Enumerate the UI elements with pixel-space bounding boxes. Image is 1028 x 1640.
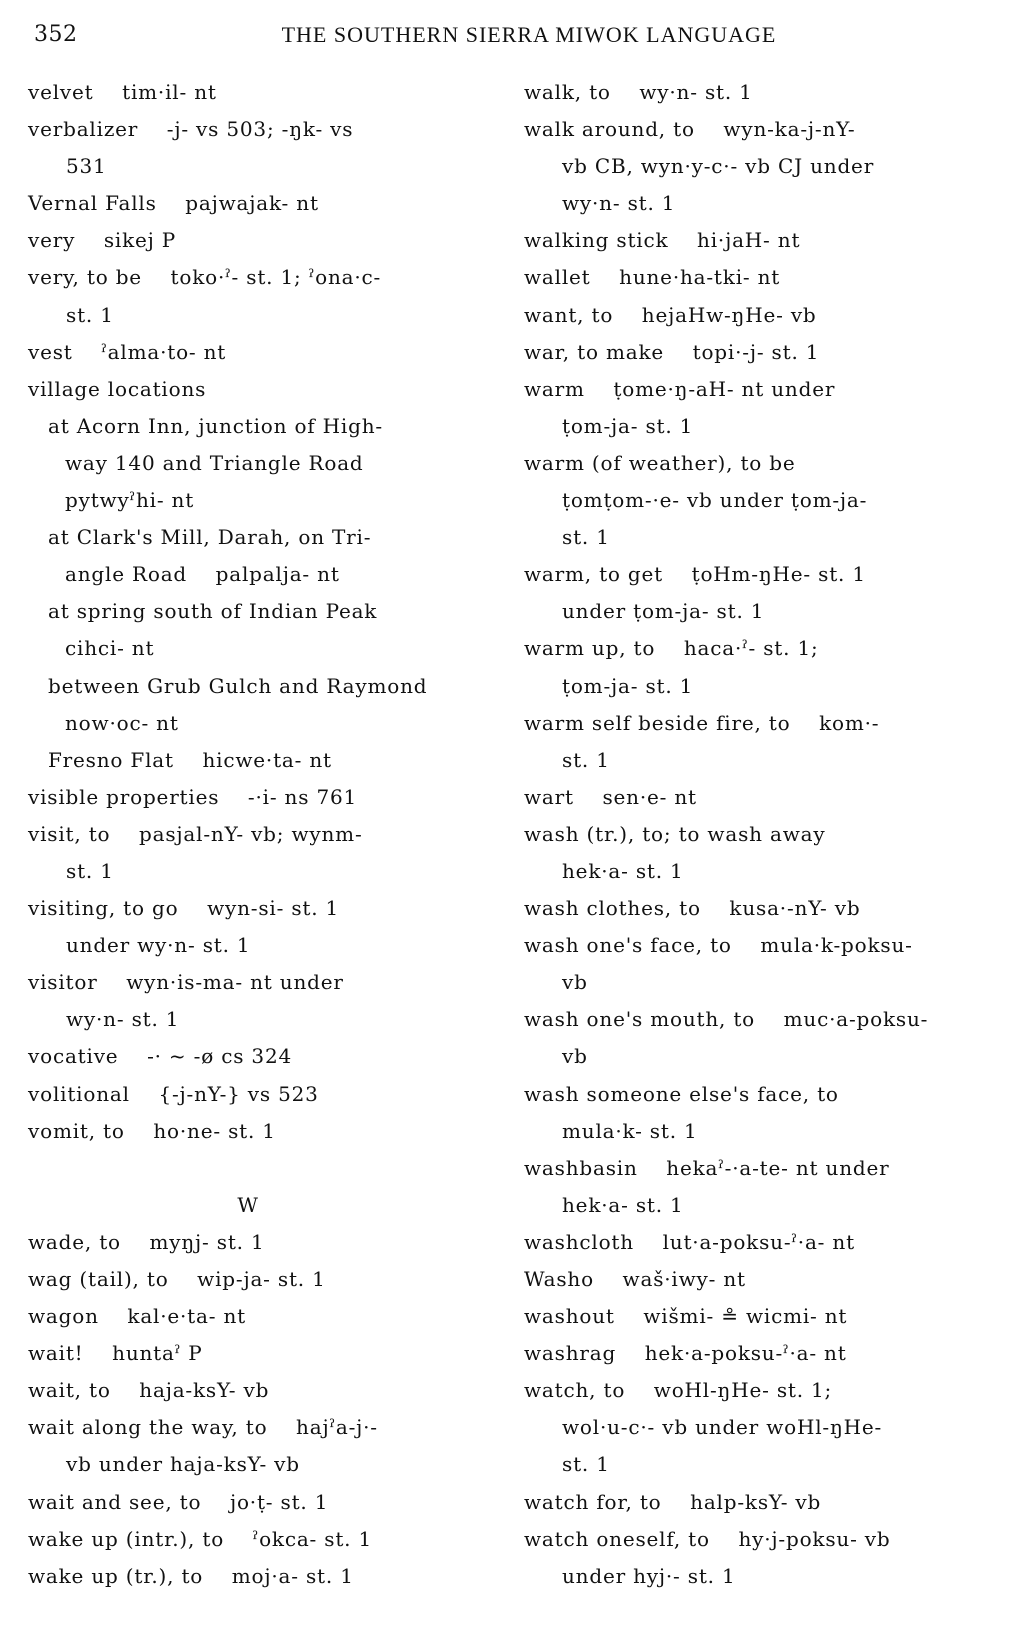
glossary-entry: wash one's face, to mula·k-poksu-: [524, 933, 913, 958]
glossary-entry: washrag hek·a-poksu-ˀ·a- nt: [524, 1341, 847, 1366]
glossary-entry: washout wišmi- ≗ wicmi- nt: [524, 1304, 848, 1329]
glossary-entry: wash (tr.), to; to wash away: [524, 821, 826, 846]
glossary-entry-continuation: wol·u-c·- vb under woHl-ŋHe-: [562, 1415, 883, 1440]
glossary-entry-continuation: st. 1: [562, 525, 610, 550]
glossary-entry-continuation: wy·n- st. 1: [562, 191, 676, 216]
glossary-entry-continuation: pytwyˀhi- nt: [65, 488, 195, 513]
glossary-entry: wait, to haja-ksY- vb: [28, 1378, 270, 1403]
glossary-entry: wait! huntaˀ P: [28, 1341, 203, 1366]
glossary-entry: wash one's mouth, to muc·a-poksu-: [524, 1007, 929, 1032]
glossary-entry: verbalizer -j- vs 503; -ŋk- vs: [28, 117, 354, 142]
glossary-entry: visiting, to go wyn-si- st. 1: [28, 896, 340, 921]
glossary-entry: volitional {-j-nY-} vs 523: [28, 1081, 319, 1106]
glossary-entry: vomit, to ho·ne- st. 1: [28, 1118, 276, 1143]
glossary-entry-continuation: now·oc- nt: [65, 710, 179, 735]
glossary-entry: Washo waš·iwy- nt: [524, 1267, 746, 1291]
glossary-entry-continuation: under hyj·- st. 1: [562, 1563, 736, 1588]
glossary-entry: visit, to pasjal-nY- vb; wynm-: [28, 821, 363, 846]
glossary-entry: very, to be toko·ˀ- st. 1; ˀona·c-: [28, 265, 382, 290]
glossary-entry: washbasin hekaˀ-·a-te- nt under: [524, 1155, 890, 1180]
glossary-entry: velvet tim·il- nt: [28, 80, 217, 104]
glossary-entry: village locations: [28, 376, 207, 401]
glossary-entry-continuation: angle Road palpalja- nt: [65, 562, 340, 587]
glossary-entry: walking stick hi·jaH- nt: [524, 228, 801, 253]
glossary-entry-continuation: st. 1: [66, 858, 114, 883]
glossary-entry: vest ˀalma·to- nt: [28, 339, 227, 364]
glossary-entry-continuation: vb: [562, 970, 588, 995]
glossary-entry: wart sen·e- nt: [524, 784, 697, 809]
glossary-entry: warm self beside fire, to kom·-: [524, 710, 880, 735]
glossary-entry-continuation: st. 1: [66, 302, 114, 327]
blank-line: [28, 1150, 498, 1187]
glossary-entry: watch, to woHl-ŋHe- st. 1;: [524, 1378, 833, 1403]
glossary-entry: watch oneself, to hy·j-poksu- vb: [524, 1526, 891, 1551]
glossary-entry: warm up, to haca·ˀ- st. 1;: [524, 636, 819, 661]
glossary-entry: wash clothes, to kusa·-nY- vb: [524, 896, 861, 921]
glossary-entry-continuation: cihci- nt: [65, 636, 155, 661]
glossary-entry-continuation: under ṭom-ja- st. 1: [562, 599, 765, 624]
glossary-entry-continuation: hek·a- st. 1: [562, 1192, 684, 1217]
glossary-entry-continuation: vb under haja-ksY- vb: [66, 1452, 300, 1477]
glossary-entry-continuation: 531: [66, 154, 107, 179]
glossary-entry: visible properties -·i- ns 761: [28, 784, 358, 809]
glossary-entry-continuation: at Clark's Mill, Darah, on Tri-: [48, 525, 372, 550]
glossary-entry: want, to hejaHw-ŋHe- vb: [524, 302, 817, 327]
glossary-entry: wallet hune·ha-tki- nt: [524, 265, 781, 290]
glossary-entry-continuation: under wy·n- st. 1: [66, 933, 251, 958]
glossary-entry-continuation: vb CB, wyn·y-c·- vb CJ under: [562, 154, 875, 179]
glossary-entry: walk, to wy·n- st. 1: [524, 80, 753, 104]
glossary-entry-continuation: at spring south of Indian Peak: [48, 599, 378, 624]
glossary-entry-continuation: wy·n- st. 1: [66, 1007, 180, 1032]
glossary-entry: vocative -· ~ -ø cs 324: [28, 1044, 293, 1069]
glossary-entry-continuation: st. 1: [562, 1452, 610, 1477]
section-letter-heading: W: [237, 1192, 259, 1217]
glossary-entry: wait along the way, to hajˀa-j·-: [28, 1415, 378, 1440]
glossary-entry-continuation: ṭom-ja- st. 1: [562, 413, 694, 438]
glossary-entry: washcloth lut·a-poksu-ˀ·a- nt: [524, 1229, 855, 1254]
glossary-entry: warm, to get ṭoHm-ŋHe- st. 1: [524, 562, 866, 587]
glossary-entry: Vernal Falls pajwajak- nt: [28, 191, 319, 216]
running-title: THE SOUTHERN SIERRA MIWOK LANGUAGE: [281, 22, 777, 47]
glossary-entry: warm (of weather), to be: [524, 450, 796, 475]
glossary-entry-continuation: between Grub Gulch and Raymond: [48, 673, 428, 698]
glossary-entry: wake up (intr.), to ˀokca- st. 1: [28, 1526, 373, 1551]
glossary-entry-continuation: ṭom-ja- st. 1: [562, 673, 694, 698]
glossary-entry-continuation: at Acorn Inn, junction of High-: [48, 413, 383, 438]
glossary-entry-continuation: vb: [562, 1044, 588, 1069]
left-column: [28, 74, 498, 1595]
glossary-entry: wag (tail), to wip-ja- st. 1: [28, 1267, 326, 1291]
glossary-entry-continuation: Fresno Flat hicwe·ta- nt: [48, 747, 332, 772]
glossary-entry-continuation: ṭomṭom-·e- vb under ṭom-ja-: [562, 488, 868, 513]
glossary-entry: very sikej P: [28, 228, 177, 253]
glossary-entry: wash someone else's face, to: [524, 1081, 839, 1106]
glossary-entry: walk around, to wyn-ka-j-nY-: [524, 117, 856, 142]
right-column: [524, 74, 1010, 1595]
glossary-entry: wade, to myŋj- st. 1: [28, 1229, 265, 1254]
glossary-entry: wagon kal·e·ta- nt: [28, 1304, 246, 1329]
glossary-entry-continuation: st. 1: [562, 747, 610, 772]
page-number: 352: [34, 22, 78, 47]
glossary-entry: visitor wyn·is-ma- nt under: [28, 970, 344, 995]
glossary-entry-continuation: hek·a- st. 1: [562, 858, 684, 883]
glossary-entry: wait and see, to jo·ṭ- st. 1: [28, 1489, 329, 1514]
glossary-entry: war, to make topi·-j- st. 1: [524, 339, 820, 364]
glossary-entry: warm ṭome·ŋ-aH- nt under: [524, 376, 836, 401]
glossary-entry-continuation: mula·k- st. 1: [562, 1118, 698, 1143]
glossary-entry: wake up (tr.), to moj·a- st. 1: [28, 1563, 354, 1588]
glossary-entry: watch for, to halp-ksY- vb: [524, 1489, 822, 1514]
glossary-entry-continuation: way 140 and Triangle Road: [65, 450, 364, 475]
